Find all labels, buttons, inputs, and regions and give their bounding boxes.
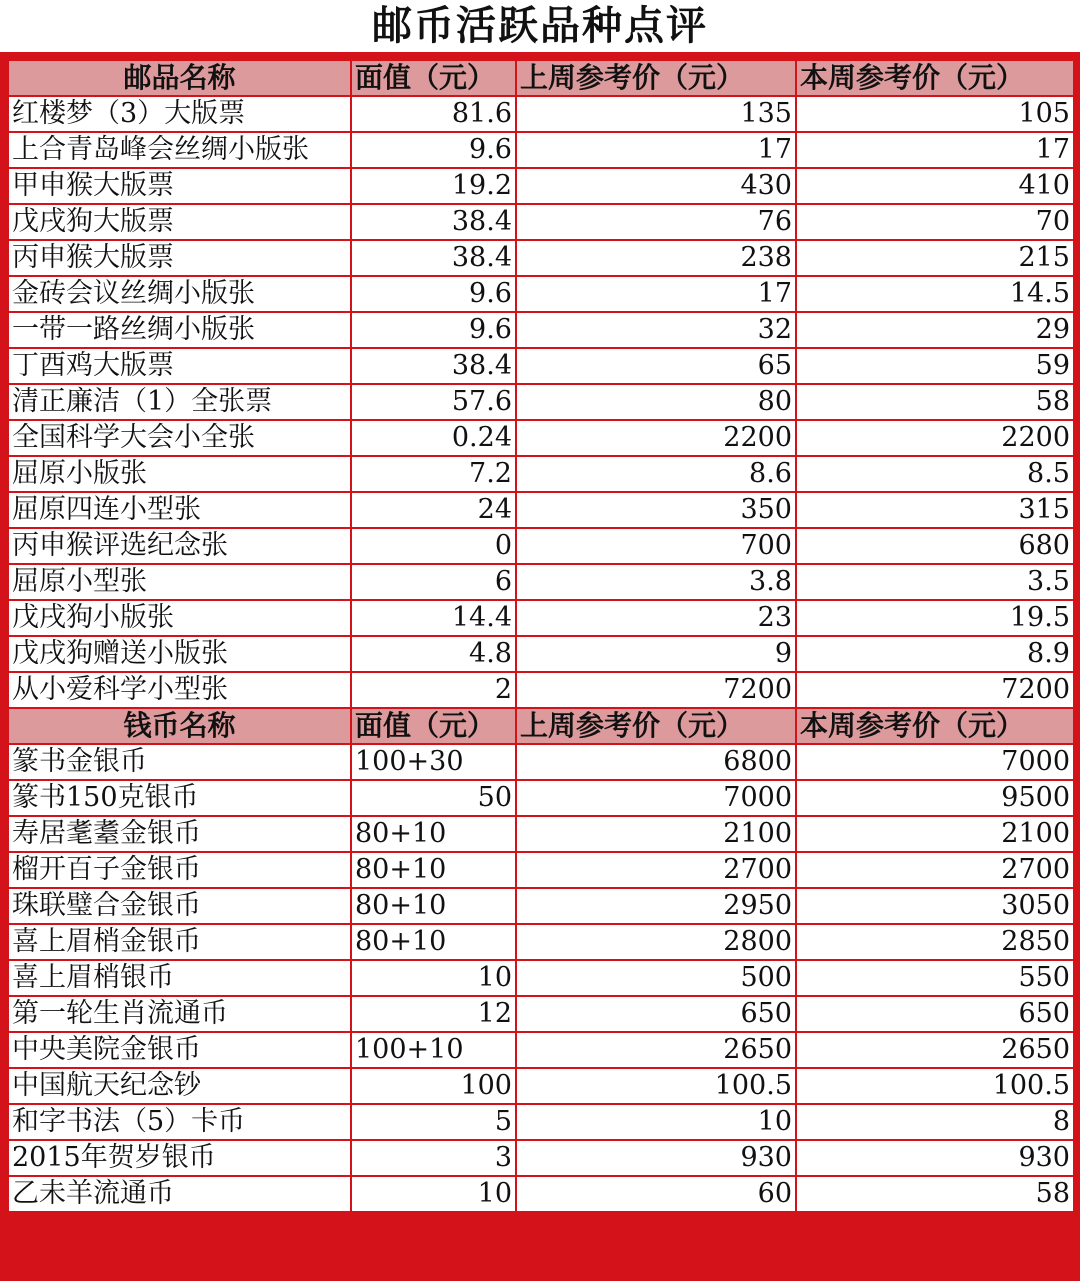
item-name-cell: 屈原四连小型张 xyxy=(8,492,351,528)
item-name-cell: 戊戌狗大版票 xyxy=(8,204,351,240)
coin-row xyxy=(8,960,1074,996)
item-name-cell: 戊戌狗赠送小版张 xyxy=(8,636,351,672)
this-week-price-cell: 59 xyxy=(796,348,1074,384)
this-week-price-cell: 2700 xyxy=(796,852,1074,888)
coin-header-row xyxy=(8,708,1074,744)
item-name-cell: 中国航天纪念钞 xyxy=(8,1068,351,1104)
this-week-price-cell: 8 xyxy=(796,1104,1074,1140)
last-week-price-cell: 17 xyxy=(516,132,796,168)
stamp-row xyxy=(8,240,1074,276)
face-value-cell: 2 xyxy=(351,672,516,708)
coin-row xyxy=(8,888,1074,924)
column-header: 钱币名称 xyxy=(8,708,351,744)
this-week-price-cell: 3050 xyxy=(796,888,1074,924)
last-week-price-cell: 8.6 xyxy=(516,456,796,492)
this-week-price-cell: 58 xyxy=(796,384,1074,420)
last-week-price-cell: 700 xyxy=(516,528,796,564)
this-week-price-cell: 2650 xyxy=(796,1032,1074,1068)
item-name-cell: 戊戌狗小版张 xyxy=(8,600,351,636)
face-value-cell: 24 xyxy=(351,492,516,528)
face-value-cell: 9.6 xyxy=(351,132,516,168)
face-value-cell: 3 xyxy=(351,1140,516,1176)
last-week-price-cell: 2700 xyxy=(516,852,796,888)
stamp-row xyxy=(8,456,1074,492)
coin-row xyxy=(8,924,1074,960)
coin-row xyxy=(8,1176,1074,1212)
stamp-row xyxy=(8,348,1074,384)
item-name-cell: 中央美院金银币 xyxy=(8,1032,351,1068)
item-name-cell: 从小爱科学小型张 xyxy=(8,672,351,708)
last-week-price-cell: 80 xyxy=(516,384,796,420)
item-name-cell: 屈原小版张 xyxy=(8,456,351,492)
face-value-cell: 50 xyxy=(351,780,516,816)
this-week-price-cell: 7200 xyxy=(796,672,1074,708)
this-week-price-cell: 2100 xyxy=(796,816,1074,852)
stamp-row xyxy=(8,420,1074,456)
stamp-header-row xyxy=(8,60,1074,96)
this-week-price-cell: 70 xyxy=(796,204,1074,240)
item-name-cell: 上合青岛峰会丝绸小版张 xyxy=(8,132,351,168)
item-name-cell: 一带一路丝绸小版张 xyxy=(8,312,351,348)
face-value-cell: 80+10 xyxy=(351,888,516,924)
last-week-price-cell: 32 xyxy=(516,312,796,348)
face-value-cell: 12 xyxy=(351,996,516,1032)
page-title: 邮币活跃品种点评 xyxy=(372,3,708,49)
item-name-cell: 丁酉鸡大版票 xyxy=(8,348,351,384)
face-value-cell: 100+10 xyxy=(351,1032,516,1068)
face-value-cell: 0.24 xyxy=(351,420,516,456)
this-week-price-cell: 930 xyxy=(796,1140,1074,1176)
face-value-cell: 9.6 xyxy=(351,276,516,312)
face-value-cell: 4.8 xyxy=(351,636,516,672)
item-name-cell: 丙申猴大版票 xyxy=(8,240,351,276)
face-value-cell: 81.6 xyxy=(351,96,516,132)
last-week-price-cell: 3.8 xyxy=(516,564,796,600)
this-week-price-cell: 19.5 xyxy=(796,600,1074,636)
this-week-price-cell: 100.5 xyxy=(796,1068,1074,1104)
face-value-cell: 6 xyxy=(351,564,516,600)
face-value-cell: 9.6 xyxy=(351,312,516,348)
last-week-price-cell: 2950 xyxy=(516,888,796,924)
column-header: 本周参考价（元） xyxy=(796,708,1074,744)
this-week-price-cell: 29 xyxy=(796,312,1074,348)
last-week-price-cell: 7200 xyxy=(516,672,796,708)
item-name-cell: 屈原小型张 xyxy=(8,564,351,600)
face-value-cell: 0 xyxy=(351,528,516,564)
last-week-price-cell: 2200 xyxy=(516,420,796,456)
item-name-cell: 篆书150克银币 xyxy=(8,780,351,816)
item-name-cell: 2015年贺岁银币 xyxy=(8,1140,351,1176)
this-week-price-cell: 14.5 xyxy=(796,276,1074,312)
item-name-cell: 和字书法（5）卡币 xyxy=(8,1104,351,1140)
item-name-cell: 清正廉洁（1）全张票 xyxy=(8,384,351,420)
price-table-frame xyxy=(0,52,1080,1281)
last-week-price-cell: 7000 xyxy=(516,780,796,816)
column-header: 上周参考价（元） xyxy=(516,60,796,96)
face-value-cell: 5 xyxy=(351,1104,516,1140)
this-week-price-cell: 58 xyxy=(796,1176,1074,1212)
column-header: 上周参考价（元） xyxy=(516,708,796,744)
last-week-price-cell: 9 xyxy=(516,636,796,672)
item-name-cell: 红楼梦（3）大版票 xyxy=(8,96,351,132)
coin-row xyxy=(8,780,1074,816)
this-week-price-cell: 650 xyxy=(796,996,1074,1032)
price-table xyxy=(7,59,1075,1213)
last-week-price-cell: 430 xyxy=(516,168,796,204)
item-name-cell: 第一轮生肖流通币 xyxy=(8,996,351,1032)
item-name-cell: 金砖会议丝绸小版张 xyxy=(8,276,351,312)
stamp-row xyxy=(8,636,1074,672)
item-name-cell: 喜上眉梢金银币 xyxy=(8,924,351,960)
last-week-price-cell: 2800 xyxy=(516,924,796,960)
face-value-cell: 19.2 xyxy=(351,168,516,204)
last-week-price-cell: 350 xyxy=(516,492,796,528)
item-name-cell: 珠联璧合金银币 xyxy=(8,888,351,924)
last-week-price-cell: 60 xyxy=(516,1176,796,1212)
face-value-cell: 10 xyxy=(351,1176,516,1212)
stamp-row xyxy=(8,384,1074,420)
column-header: 面值（元） xyxy=(351,60,516,96)
item-name-cell: 甲申猴大版票 xyxy=(8,168,351,204)
face-value-cell: 100 xyxy=(351,1068,516,1104)
face-value-cell: 38.4 xyxy=(351,204,516,240)
coin-row xyxy=(8,744,1074,780)
item-name-cell: 喜上眉梢银币 xyxy=(8,960,351,996)
stamp-row xyxy=(8,132,1074,168)
last-week-price-cell: 500 xyxy=(516,960,796,996)
last-week-price-cell: 135 xyxy=(516,96,796,132)
face-value-cell: 80+10 xyxy=(351,816,516,852)
stamp-row xyxy=(8,312,1074,348)
column-header: 本周参考价（元） xyxy=(796,60,1074,96)
this-week-price-cell: 2850 xyxy=(796,924,1074,960)
face-value-cell: 38.4 xyxy=(351,348,516,384)
this-week-price-cell: 8.9 xyxy=(796,636,1074,672)
last-week-price-cell: 17 xyxy=(516,276,796,312)
item-name-cell: 榴开百子金银币 xyxy=(8,852,351,888)
face-value-cell: 80+10 xyxy=(351,924,516,960)
this-week-price-cell: 17 xyxy=(796,132,1074,168)
last-week-price-cell: 23 xyxy=(516,600,796,636)
coin-row xyxy=(8,1068,1074,1104)
this-week-price-cell: 680 xyxy=(796,528,1074,564)
coin-row xyxy=(8,1104,1074,1140)
this-week-price-cell: 2200 xyxy=(796,420,1074,456)
this-week-price-cell: 3.5 xyxy=(796,564,1074,600)
item-name-cell: 全国科学大会小全张 xyxy=(8,420,351,456)
coin-row xyxy=(8,816,1074,852)
stamp-row xyxy=(8,492,1074,528)
last-week-price-cell: 2650 xyxy=(516,1032,796,1068)
this-week-price-cell: 9500 xyxy=(796,780,1074,816)
last-week-price-cell: 650 xyxy=(516,996,796,1032)
last-week-price-cell: 6800 xyxy=(516,744,796,780)
stamp-row xyxy=(8,564,1074,600)
stamp-row xyxy=(8,276,1074,312)
face-value-cell: 7.2 xyxy=(351,456,516,492)
face-value-cell: 38.4 xyxy=(351,240,516,276)
coin-row xyxy=(8,1032,1074,1068)
this-week-price-cell: 315 xyxy=(796,492,1074,528)
item-name-cell: 寿居耄耋金银币 xyxy=(8,816,351,852)
stamp-row xyxy=(8,600,1074,636)
column-header: 面值（元） xyxy=(351,708,516,744)
stamp-row xyxy=(8,672,1074,708)
item-name-cell: 乙未羊流通币 xyxy=(8,1176,351,1212)
column-header: 邮品名称 xyxy=(8,60,351,96)
coin-row xyxy=(8,996,1074,1032)
face-value-cell: 10 xyxy=(351,960,516,996)
coin-row xyxy=(8,1140,1074,1176)
last-week-price-cell: 930 xyxy=(516,1140,796,1176)
face-value-cell: 80+10 xyxy=(351,852,516,888)
this-week-price-cell: 410 xyxy=(796,168,1074,204)
last-week-price-cell: 76 xyxy=(516,204,796,240)
this-week-price-cell: 215 xyxy=(796,240,1074,276)
last-week-price-cell: 2100 xyxy=(516,816,796,852)
last-week-price-cell: 10 xyxy=(516,1104,796,1140)
face-value-cell: 14.4 xyxy=(351,600,516,636)
this-week-price-cell: 105 xyxy=(796,96,1074,132)
stamp-row xyxy=(8,204,1074,240)
stamp-row xyxy=(8,168,1074,204)
stamp-row xyxy=(8,96,1074,132)
this-week-price-cell: 8.5 xyxy=(796,456,1074,492)
this-week-price-cell: 7000 xyxy=(796,744,1074,780)
this-week-price-cell: 550 xyxy=(796,960,1074,996)
last-week-price-cell: 100.5 xyxy=(516,1068,796,1104)
item-name-cell: 丙申猴评选纪念张 xyxy=(8,528,351,564)
face-value-cell: 57.6 xyxy=(351,384,516,420)
face-value-cell: 100+30 xyxy=(351,744,516,780)
stamp-row xyxy=(8,528,1074,564)
item-name-cell: 篆书金银币 xyxy=(8,744,351,780)
coin-row xyxy=(8,852,1074,888)
last-week-price-cell: 65 xyxy=(516,348,796,384)
last-week-price-cell: 238 xyxy=(516,240,796,276)
